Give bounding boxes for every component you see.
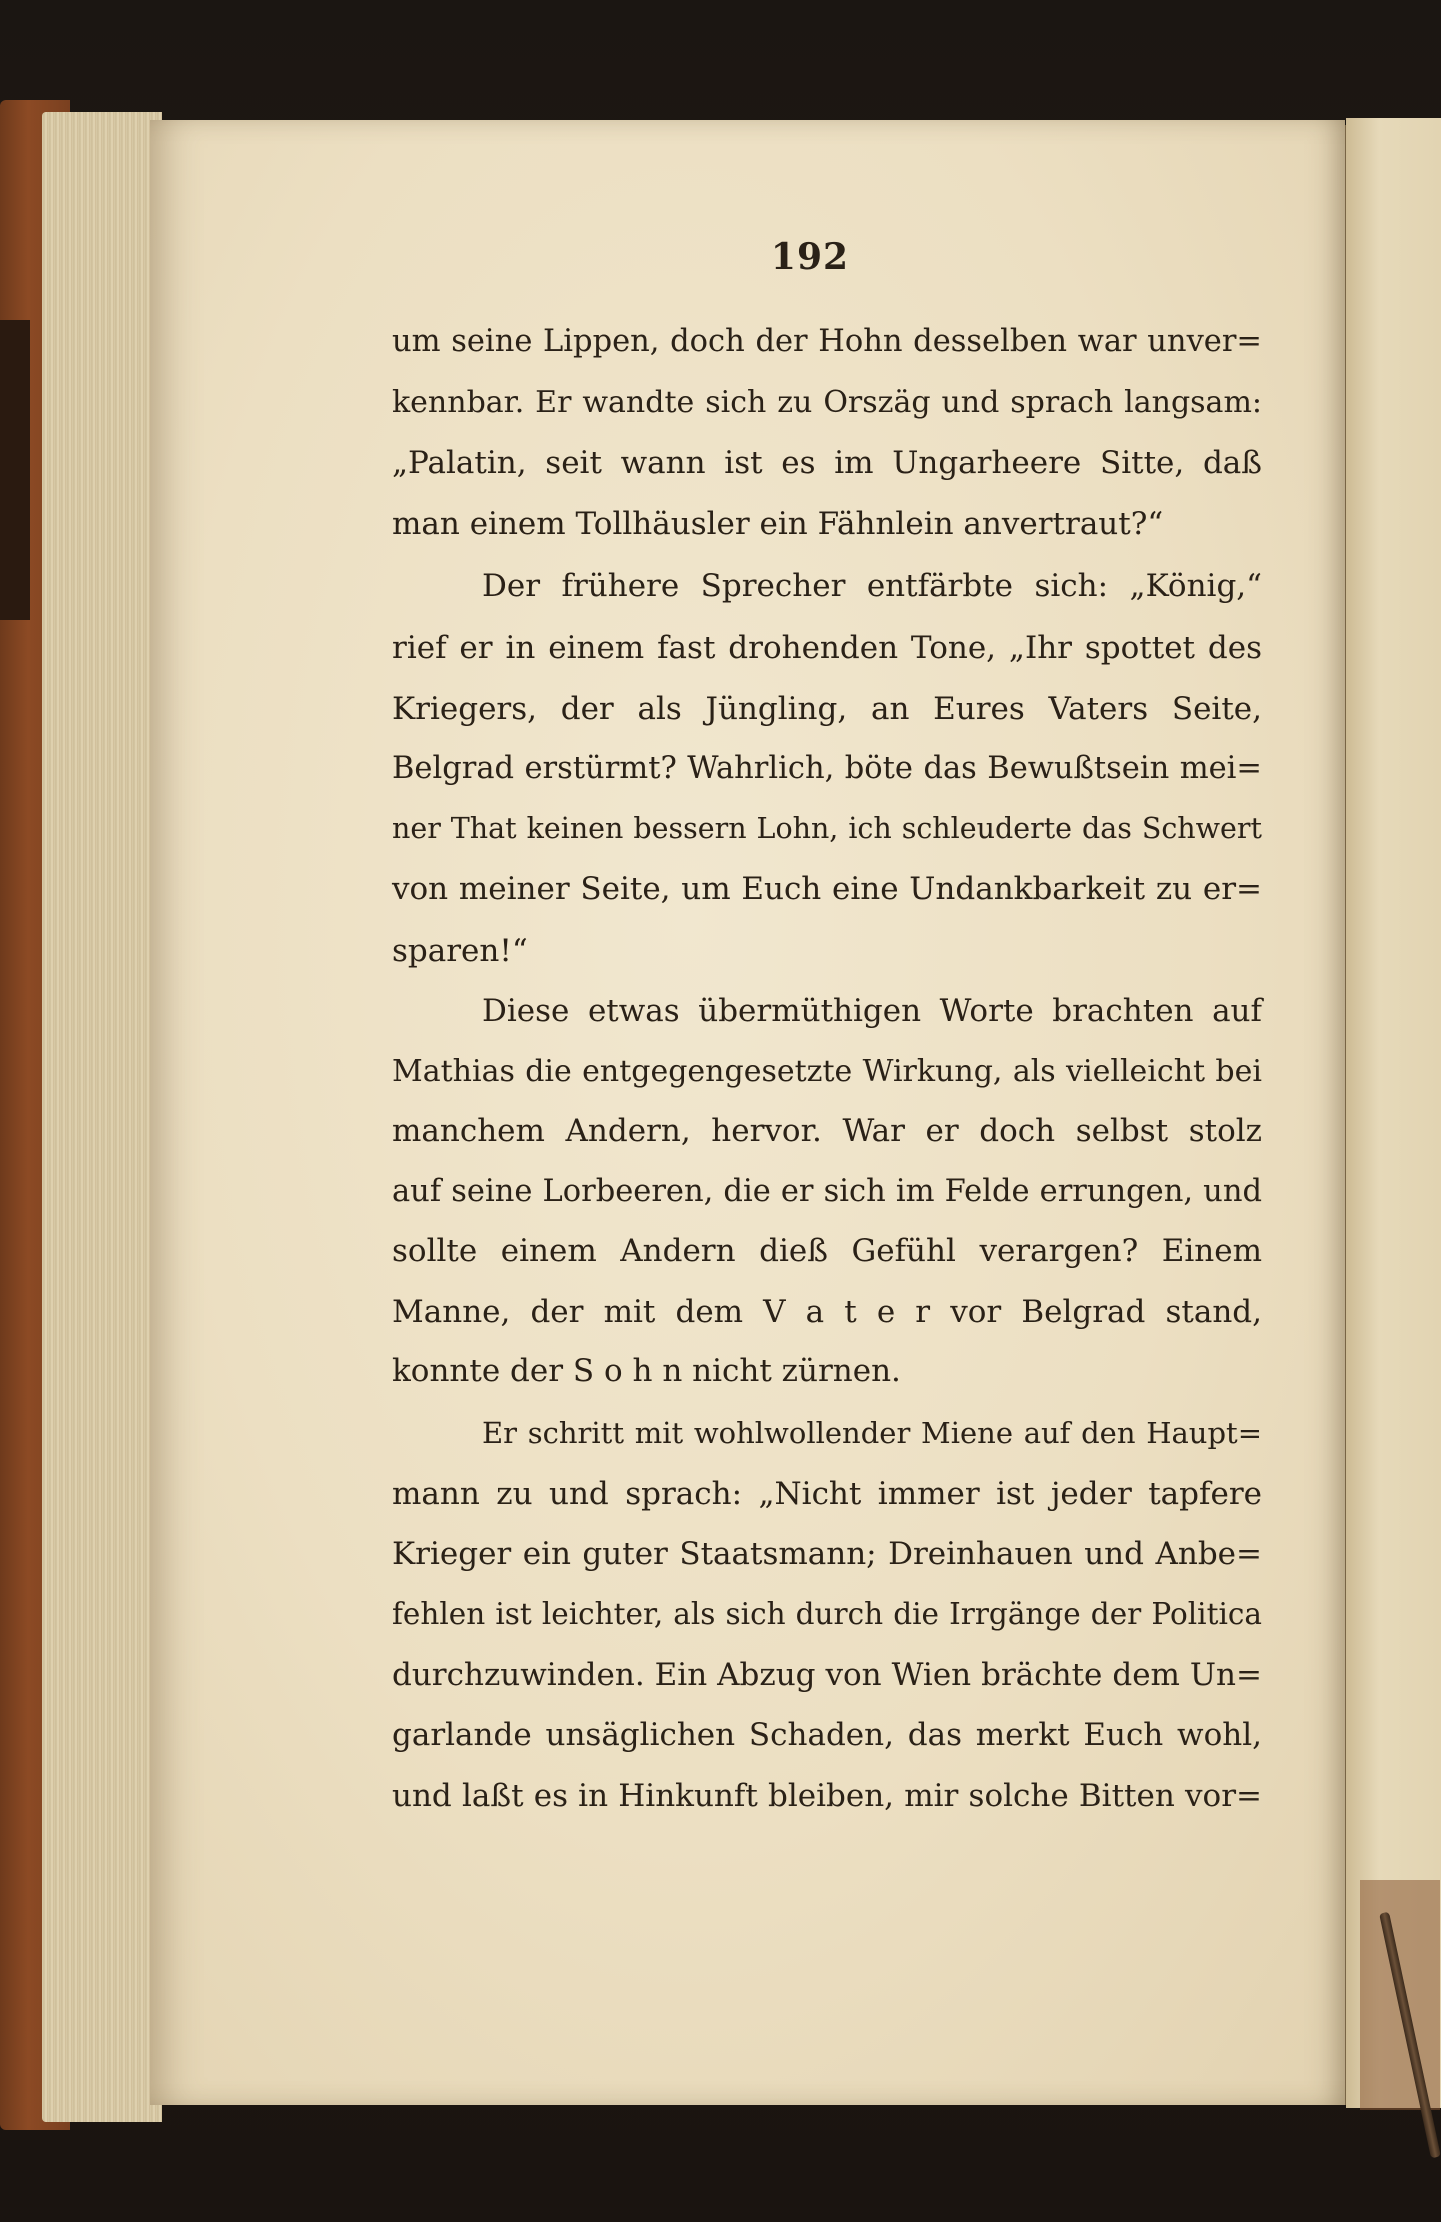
page-edges — [42, 112, 162, 2122]
text-line: und laßt es in Hinkunft bleiben, mir solche Bitten vor= — [392, 1778, 1262, 1814]
text-line: mann zu und sprach: „Nicht immer ist jeder tapfere — [392, 1476, 1262, 1512]
text-line: sparen!“ — [392, 933, 528, 969]
text-line: von meiner Seite, um Euch eine Undankbarkeit zu er= — [392, 871, 1262, 907]
text-line: rief er in einem fast drohenden Tone, „Ihr spottet des — [392, 630, 1262, 666]
text-line: Belgrad erstürmt? Wahrlich, böte das Bewußtsein mei= — [392, 751, 1262, 786]
facing-page — [1346, 118, 1441, 2108]
text-line: Manne, der mit dem V a t e r vor Belgrad stand, — [392, 1294, 1262, 1330]
text-line: kennbar. Er wandte sich zu Orszäg und sprach langsam: — [392, 385, 1262, 420]
text-line: Er schritt mit wohlwollender Miene auf den Haupt= — [482, 1416, 1262, 1450]
page-number: 192 — [770, 236, 850, 278]
cover-band — [0, 320, 30, 620]
text-line: konnte der S o h n nicht zürnen. — [392, 1353, 901, 1389]
text-line: durchzuwinden. Ein Abzug von Wien brächte dem Un= — [392, 1657, 1262, 1693]
text-line: fehlen ist leichter, als sich durch die Irrgänge der Politica — [392, 1597, 1262, 1631]
text-line: „Palatin, seit wann ist es im Ungarheere Sitte, daß — [392, 445, 1262, 481]
text-line: ner That keinen bessern Lohn, ich schleuderte das Schwert — [392, 812, 1262, 845]
text-line: Der frühere Sprecher entfärbte sich: „König,“ — [482, 568, 1262, 604]
text-line: Krieger ein guter Staatsmann; Dreinhauen und Anbe= — [392, 1536, 1262, 1572]
text-line: Diese etwas übermüthigen Worte brachten auf — [482, 993, 1262, 1029]
text-line: auf seine Lorbeeren, die er sich im Felde errungen, und — [392, 1174, 1262, 1209]
text-line: Mathias die entgegengesetzte Wirkung, als vielleicht bei — [392, 1054, 1262, 1089]
text-line: garlande unsäglichen Schaden, das merkt Euch wohl, — [392, 1717, 1262, 1753]
text-line: man einem Tollhäusler ein Fähnlein anvertraut?“ — [392, 506, 1164, 542]
text-line: sollte einem Andern dieß Gefühl verargen? Einem — [392, 1233, 1262, 1269]
text-line: Kriegers, der als Jüngling, an Eures Vaters Seite, — [392, 691, 1262, 727]
text-line: manchem Andern, hervor. War er doch selbst stolz — [392, 1113, 1262, 1149]
text-line: um seine Lippen, doch der Hohn desselben war unver= — [392, 324, 1262, 359]
